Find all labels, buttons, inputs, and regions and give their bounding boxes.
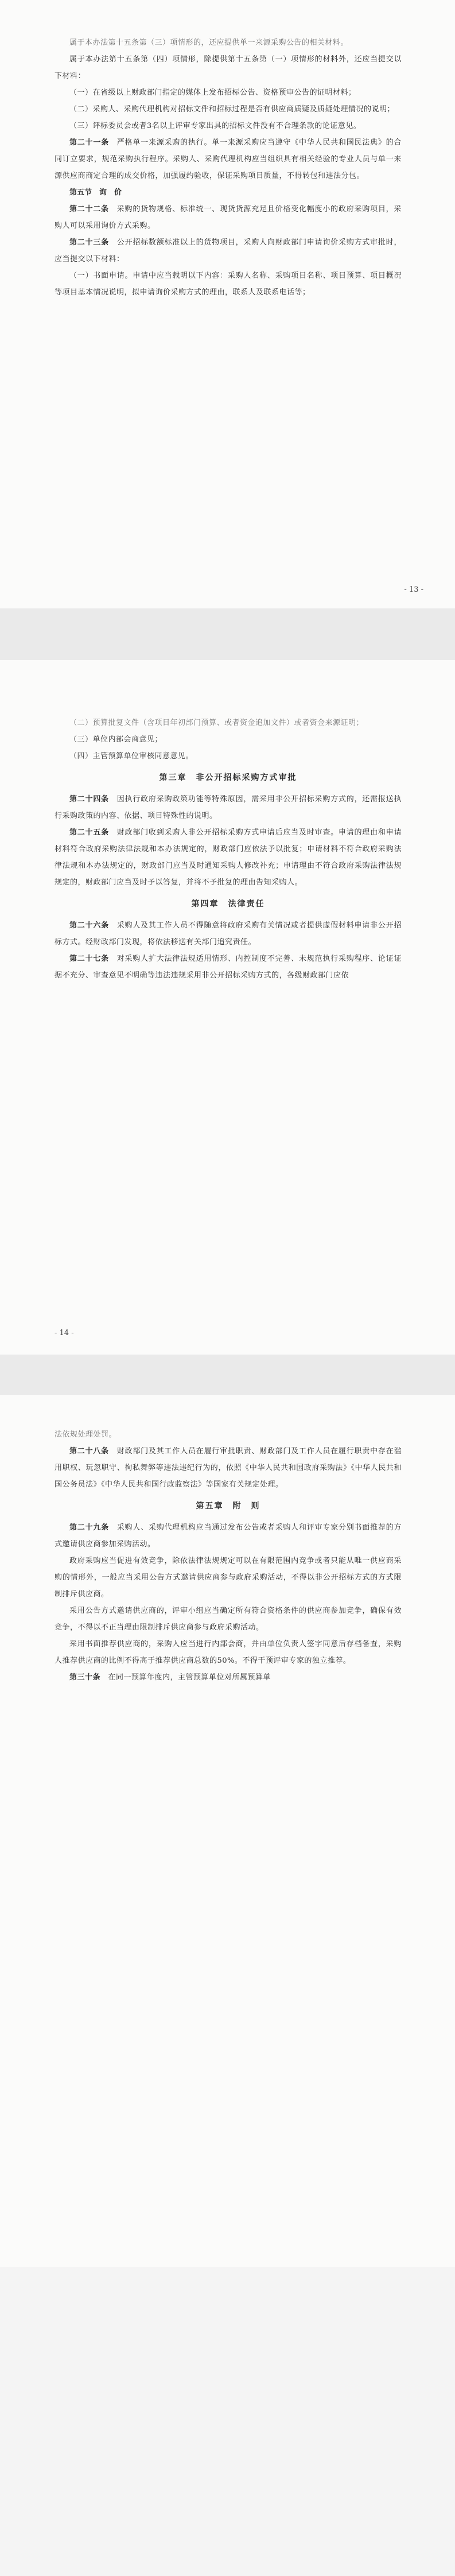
paragraph bbox=[55, 51, 402, 84]
page-14-paragraphs-c bbox=[55, 917, 402, 984]
page-14-body bbox=[55, 715, 402, 984]
paragraph-text: 因执行政府采购政策功能等特殊原因，需采用非公开招标采购方式的，还需报送执行采购政策的内容、依据、项目特殊性的说明。 bbox=[55, 795, 402, 820]
article-number: 第二十九条 bbox=[69, 1523, 109, 1532]
paragraph bbox=[55, 917, 402, 951]
page-gap bbox=[0, 1355, 455, 1395]
paragraph-text: 对采购人扩大法律法规适用情形、内控制度不完善、未规范执行采购程序、论证证据不充分、审查意见不明确等违法违规采用非公开招标采购方式的，各级财政部门应依 bbox=[55, 955, 402, 980]
paragraph-text: 采购的货物规格、标准统一、现货货源充足且价格变化幅度小的政府采购项目，采购人可以采用询价方式采购。 bbox=[55, 205, 402, 230]
paragraph-text: 属于本办法第十五条第（四）项情形，除提供第十五条第（一）项情形的材料外，还应当提交以下材料： bbox=[55, 55, 402, 80]
chapter-heading-supplementary: 第五章 附 则 bbox=[196, 1502, 260, 1511]
paragraph bbox=[55, 1636, 402, 1669]
paragraph-text: 法依规处理处罚。 bbox=[55, 1430, 117, 1439]
paragraph-text: 属于本办法第十五条第（三）项情形的，还应提供单一来源采购公告的相关材料。 bbox=[69, 38, 349, 47]
paragraph bbox=[55, 748, 402, 765]
article-number: 第二十三条 bbox=[69, 238, 109, 247]
paragraph-text: 严格单一来源采购的执行。单一来源采购应当遵守《中华人民共和国民法典》的合同订立要求，规范采购执行程序。采购人、采购代理机构应当组织具有相关经验的专业人员与单一来源供应商商定合理的成交价格，加强履约验收，保证采购项目质量，不得转包和违法分包。 bbox=[55, 138, 402, 180]
paragraph bbox=[55, 791, 402, 824]
paragraph-text: （二）采购人、采购代理机构对招标文件和招标过程是否有供应商质疑及质疑处理情况的说明； bbox=[69, 105, 395, 114]
document-page-14 bbox=[0, 660, 455, 1355]
article-number: 第二十四条 bbox=[69, 795, 109, 804]
paragraph-text: 政府采购应当促进有效竞争，除依法律法规规定可以在有限范围内竞争或者只能从唯一供应商采购的情形外，一般应当采用公告方式邀请供应商参与政府采购活动，不得以非公开招标方式的方式限制排斥供应商。 bbox=[55, 1557, 402, 1599]
page-13-body bbox=[55, 34, 402, 301]
paragraph bbox=[55, 951, 402, 984]
document-page-15 bbox=[0, 1395, 455, 2267]
paragraph-text: 采用公告方式邀请供应商的，评审小组应当确定所有符合资格条件的供应商参加竞争，确保有效竞争，不得以不正当理由限制排斥供应商参与政府采购活动。 bbox=[55, 1607, 402, 1632]
article-number: 第二十二条 bbox=[69, 205, 109, 214]
blank-area bbox=[0, 2267, 455, 2576]
article-number: 第二十七条 bbox=[69, 955, 109, 963]
page-gap bbox=[0, 608, 455, 660]
paragraph bbox=[55, 101, 402, 118]
paragraph bbox=[55, 134, 402, 184]
paragraph bbox=[55, 715, 402, 731]
paragraph bbox=[55, 1669, 402, 1686]
paragraph bbox=[55, 824, 402, 891]
page-15-body bbox=[55, 1426, 402, 1686]
paragraph-text: （一）在省级以上财政部门指定的媒体上发布招标公告、资格预审公告的证明材料； bbox=[69, 88, 356, 97]
paragraph-text: 财政部门及其工作人员在履行审批职责、财政部门及工作人员在履行职责中存在滥用职权、玩忽职守、徇私舞弊等违法违纪行为的，依照《中华人民共和国政府采购法》《中华人民共和国公务员法》《中华人民共和国行政监察法》等国家有关规定处理。 bbox=[55, 1447, 402, 1489]
article-number: 第二十八条 bbox=[69, 1447, 109, 1456]
paragraph-text: 在同一预算年度内，主管预算单位对所属预算单 bbox=[108, 1673, 271, 1682]
paragraph-text: （二）预算批复文件（含项目年初部门预算、或者资金追加文件）或者资金来源证明； bbox=[69, 719, 364, 727]
paragraph-text: （三）单位内部会商意见； bbox=[69, 735, 163, 744]
page-number: - 13 - bbox=[404, 585, 423, 594]
paragraph bbox=[55, 234, 402, 267]
paragraph bbox=[55, 1426, 402, 1443]
page-number: - 14 - bbox=[55, 1329, 74, 1337]
paragraph bbox=[55, 1443, 402, 1493]
paragraph bbox=[55, 34, 402, 51]
page-14-paragraphs bbox=[55, 715, 402, 765]
paragraph-text: 采购人及其工作人员不得随意将政府采购有关情况或者提供虚假材料申请非公开招标方式。经财政部门发现，将依法移送有关部门追究责任。 bbox=[55, 921, 402, 946]
paragraph-text: （三）评标委员会或者3名以上评审专家出具的招标文件没有不合理条款的论证意见。 bbox=[69, 122, 361, 130]
chapter-heading-approval: 第三章 非公开招标采购方式审批 bbox=[159, 773, 297, 782]
paragraph-text: （一）书面申请。申请中应当载明以下内容：采购人名称、采购项目名称、项目预算、项目概况等项目基本情况说明，拟申请询价采购方式的理由，联系人及联系电话等； bbox=[55, 271, 402, 297]
document-page-13 bbox=[0, 0, 455, 608]
chapter-heading-liability: 第四章 法律责任 bbox=[191, 899, 265, 909]
paragraph-text: 财政部门收到采购人非公开招标采购方式申请后应当及时审查。申请的理由和申请材料符合政府采购法律法规和本办法规定的，财政部门应依法予以批复；申请材料不符合政府采购法律法规和本办法规定的，财政部门应当及时通知采购人修改补充；申请理由不符合政府采购法律法规规定的，财政部门应当及时予以答复，并将不予批复的理由告知采购人。 bbox=[55, 828, 402, 887]
paragraph bbox=[55, 1603, 402, 1636]
page-15-paragraphs-b bbox=[55, 1519, 402, 1686]
paragraph bbox=[55, 1553, 402, 1603]
paragraph bbox=[55, 201, 402, 234]
paragraph-text: 采用书面推荐供应商的，采购人应当进行内部会商，并由单位负责人签字同意后存档备查，采购人推荐供应商的比例不得高于推荐供应商总数的50%。不得干预评审专家的独立推荐。 bbox=[55, 1640, 402, 1665]
paragraph bbox=[55, 267, 402, 301]
paragraph-text: 公开招标数额标准以上的货物项目，采购人向财政部门申请询价采购方式审批时，应当提交以下材料： bbox=[55, 238, 402, 263]
section-heading-inquiry: 第五节 询 价 bbox=[69, 188, 122, 197]
paragraph-text: 采购人、采购代理机构应当通过发布公告或者采购人和评审专家分别书面推荐的方式邀请供应商参加采购活动。 bbox=[55, 1523, 402, 1549]
paragraph bbox=[55, 1519, 402, 1553]
paragraph-text: （四）主管预算单位审核同意意见。 bbox=[69, 752, 194, 761]
article-number: 第二十一条 bbox=[69, 138, 109, 147]
page-13-paragraphs bbox=[55, 34, 402, 184]
page-14-paragraphs-b bbox=[55, 791, 402, 891]
paragraph bbox=[55, 731, 402, 748]
article-number: 第二十六条 bbox=[69, 921, 109, 930]
paragraph bbox=[55, 118, 402, 134]
page-13-paragraphs-b bbox=[55, 201, 402, 301]
article-number: 第三十条 bbox=[69, 1673, 101, 1682]
article-number: 第二十五条 bbox=[69, 828, 109, 837]
paragraph bbox=[55, 84, 402, 101]
page-15-paragraphs bbox=[55, 1426, 402, 1493]
